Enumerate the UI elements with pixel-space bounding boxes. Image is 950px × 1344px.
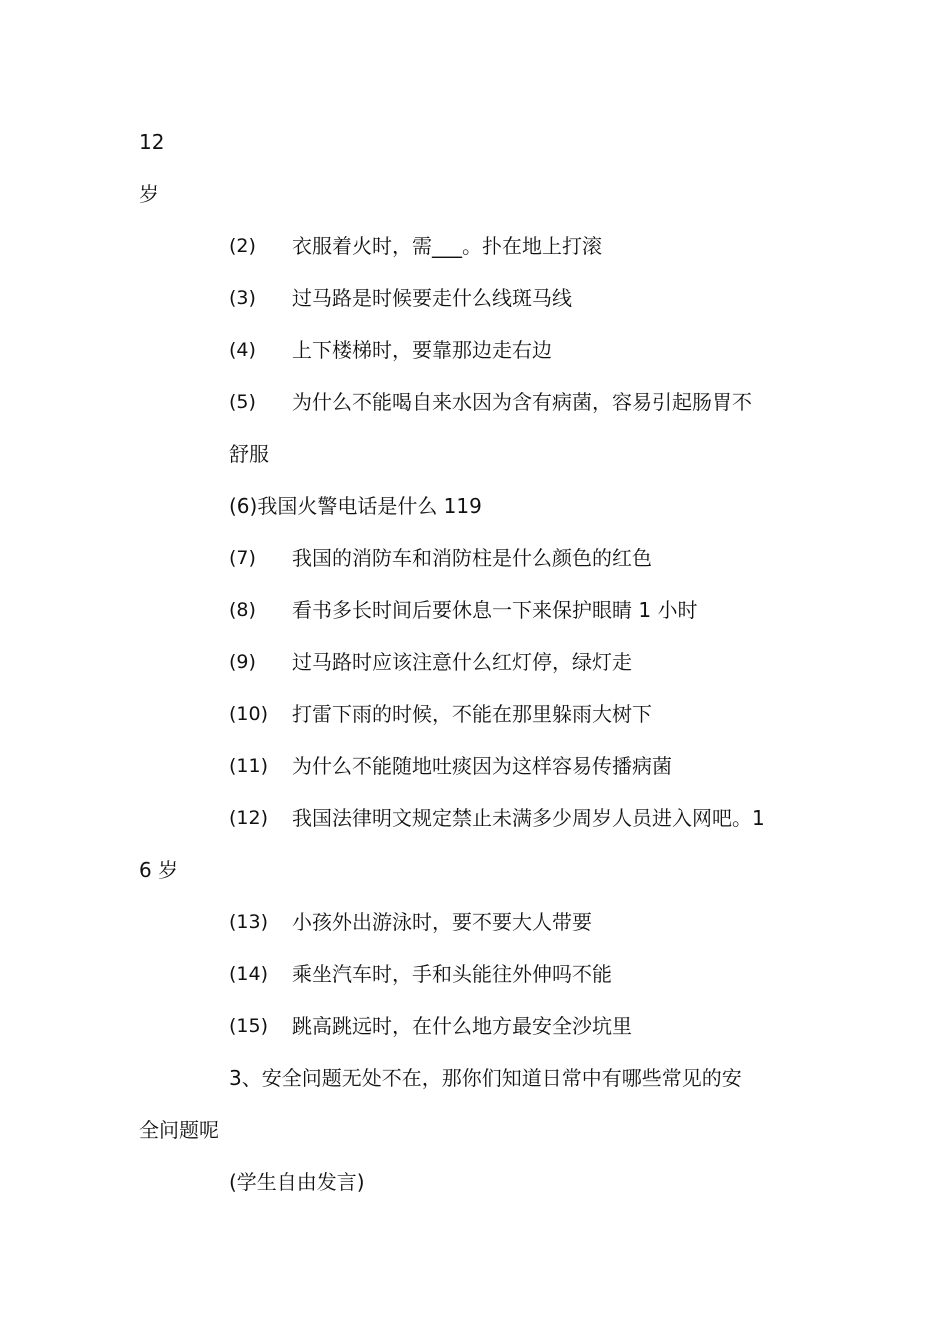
item-12-continuation: 6 岁 bbox=[139, 858, 179, 882]
item-2-text: 衣服着火时，需___。扑在地上打滚 bbox=[292, 234, 602, 258]
item-5-number: (5) bbox=[229, 391, 256, 413]
item-2-number: (2) bbox=[229, 235, 256, 257]
age-twelve-number: 12 bbox=[139, 130, 165, 154]
item-9-number: (9) bbox=[229, 651, 256, 673]
item-4-text: 上下楼梯时，要靠那边走右边 bbox=[292, 338, 552, 362]
item-10-number: (10) bbox=[229, 703, 269, 725]
item-14-number: (14) bbox=[229, 963, 269, 985]
item-15-number: (15) bbox=[229, 1015, 269, 1037]
item-8-text: 看书多长时间后要休息一下来保护眼睛 1 小时 bbox=[292, 598, 698, 622]
item-5-text: 为什么不能喝自来水因为含有病菌，容易引起肠胃不 bbox=[292, 390, 752, 414]
section-3-heading: 3、安全问题无处不在，那你们知道日常中有哪些常见的安 bbox=[229, 1066, 742, 1090]
item-5-continuation: 舒服 bbox=[229, 442, 269, 466]
item-14-text: 乘坐汽车时，手和头能往外伸吗不能 bbox=[292, 962, 612, 986]
item-9-text: 过马路时应该注意什么红灯停，绿灯走 bbox=[292, 650, 632, 674]
item-8-number: (8) bbox=[229, 599, 256, 621]
item-10-text: 打雷下雨的时候，不能在那里躲雨大树下 bbox=[292, 702, 652, 726]
item-13-number: (13) bbox=[229, 911, 269, 933]
item-11-text: 为什么不能随地吐痰因为这样容易传播病菌 bbox=[292, 754, 672, 778]
item-11-number: (11) bbox=[229, 755, 269, 777]
item-13-text: 小孩外出游泳时，要不要大人带要 bbox=[292, 910, 592, 934]
item-4-number: (4) bbox=[229, 339, 256, 361]
item-7-text: 我国的消防车和消防柱是什么颜色的红色 bbox=[292, 546, 652, 570]
student-note: (学生自由发言) bbox=[229, 1170, 365, 1194]
item-7-number: (7) bbox=[229, 547, 256, 569]
item-3-text: 过马路是时候要走什么线斑马线 bbox=[292, 286, 572, 310]
age-twelve-unit: 岁 bbox=[139, 182, 159, 206]
item-12-number: (12) bbox=[229, 807, 269, 829]
section-3-continuation: 全问题呢 bbox=[139, 1118, 219, 1142]
item-6-text: (6)我国火警电话是什么 119 bbox=[229, 494, 482, 518]
item-3-number: (3) bbox=[229, 287, 256, 309]
item-12-text: 我国法律明文规定禁止未满多少周岁人员进入网吧。1 bbox=[292, 806, 765, 830]
item-15-text: 跳高跳远时，在什么地方最安全沙坑里 bbox=[292, 1014, 632, 1038]
